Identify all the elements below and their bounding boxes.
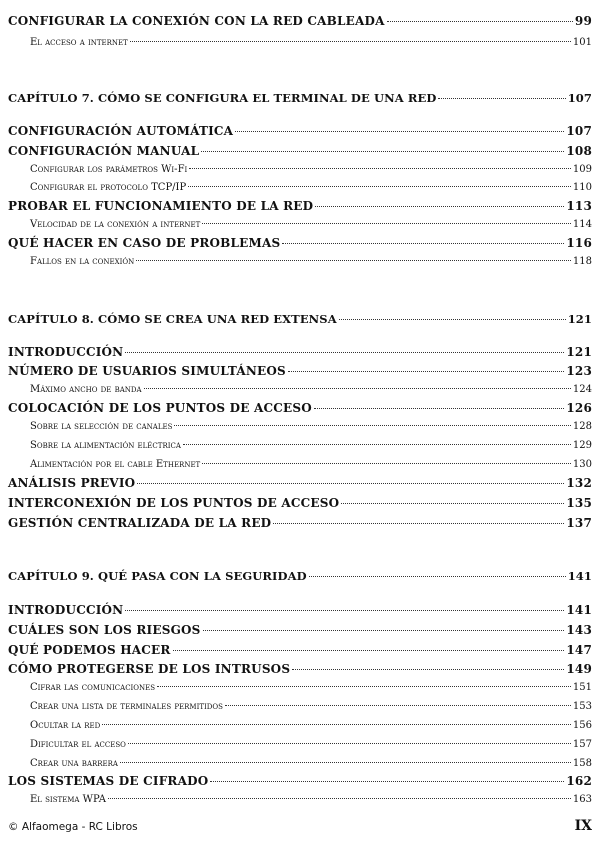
toc-entry-label: El acceso a internet [30,37,128,48]
toc-entry [8,701,592,712]
toc-entry [8,623,592,637]
leader-dots [235,131,564,132]
leader-dots [183,444,571,445]
toc-entry [8,662,592,676]
leader-dots [203,630,565,631]
toc-entry-label: Alimentación por el cable Ethernet [30,459,201,470]
toc-entry-label: CONFIGURAR LA CONEXIÓN CON LA RED CABLEADA [8,14,385,28]
toc-entry-page: 149 [566,662,592,676]
toc-entry-page: 124 [572,384,592,395]
leader-dots [339,319,566,320]
leader-dots [315,206,564,207]
toc-entry [8,219,592,230]
toc-entry [8,739,592,750]
toc-entry-label: Dificultar el acceso [30,739,126,750]
toc-entry-label: CÓMO PROTEGERSE DE LOS INTRUSOS [8,662,291,676]
leader-dots [174,425,571,426]
toc-entry-label: QUÉ PODEMOS HACER [8,643,171,657]
toc-entry-label: INTRODUCCIÓN [8,603,124,617]
toc-entry-page: 128 [572,421,592,432]
toc-entry-label: Cifrar las comunicaciones [30,682,156,693]
leader-dots [309,576,566,577]
toc-entry-label: CAPÍTULO 9. QUÉ PASA CON LA SEGURIDAD [8,569,307,583]
leader-dots [173,650,565,651]
toc-entry [8,199,592,213]
toc-entry [8,496,592,510]
toc-entry-page: 126 [566,401,592,415]
toc-entry-label: LOS SISTEMAS DE CIFRADO [8,774,209,788]
leader-dots [341,503,564,504]
leader-dots [125,352,564,353]
toc-entry [8,37,592,48]
toc-entry-label: Fallos en la conexión [30,256,135,267]
leader-dots [128,743,571,744]
toc-entry-page: 162 [566,774,592,788]
toc-entry-label: PROBAR EL FUNCIONAMIENTO DE LA RED [8,199,314,213]
toc-entry [8,124,592,138]
toc-entry [8,182,592,193]
toc-entry-page: 151 [572,682,592,693]
leader-dots [210,781,564,782]
page-footer [8,818,592,834]
toc-entry [8,401,592,415]
toc-entry-page: 137 [566,516,592,530]
leader-dots [202,223,571,224]
toc-entry-page: 132 [566,476,592,490]
page-number: IX [574,818,592,834]
toc-entry-label: Configurar el protocolo TCP/IP [30,182,187,193]
leader-dots [273,523,564,524]
leader-dots [157,686,571,687]
toc-entry-page: 99 [574,14,592,28]
leader-dots [202,463,571,464]
leader-dots [108,798,571,799]
leader-dots [137,483,564,484]
toc-entry [8,720,592,731]
toc-chapter [8,312,592,326]
toc-entry-page: 141 [567,569,592,583]
leader-dots [120,762,571,763]
toc-entry [8,364,592,378]
toc-chapter [8,91,592,105]
toc-entry-label: COLOCACIÓN DE LOS PUNTOS DE ACCESO [8,401,312,415]
toc-entry-page: 108 [566,144,592,158]
toc-entry-page: 121 [566,345,592,359]
leader-dots [282,243,564,244]
toc-entry [8,794,592,805]
leader-dots [314,408,564,409]
toc-entry [8,459,592,470]
toc-entry-label: CAPÍTULO 8. CÓMO SE CREA UNA RED EXTENSA [8,312,337,326]
toc-entry-page: 130 [572,459,592,470]
toc-entry-label: Sobre la selección de canales [30,421,173,432]
toc-entry-page: 107 [566,124,592,138]
toc-entry-page: 114 [572,219,592,230]
leader-dots [130,41,571,42]
leader-dots [144,388,571,389]
toc-entry-label: El sistema WPA [30,794,106,805]
toc-entry [8,236,592,250]
toc-entry [8,164,592,175]
leader-dots [387,21,573,22]
leader-dots [292,669,564,670]
toc-entry-label: Configurar los parámetros Wi-Fi [30,164,188,175]
toc-entry-page: 135 [566,496,592,510]
toc-entry-page: 153 [572,701,592,712]
leader-dots [102,724,571,725]
toc-entry-label: Máximo ancho de banda [30,384,142,395]
toc-entry [8,476,592,490]
toc-entry-label: CONFIGURACIÓN MANUAL [8,144,200,158]
toc-entry [8,603,592,617]
toc-entry [8,144,592,158]
leader-dots [225,705,571,706]
toc-entry-page: 101 [572,37,592,48]
toc-entry-label: Crear una lista de terminales permitidos [30,701,223,712]
toc-chapter [8,569,592,583]
leader-dots [188,186,571,187]
toc-entry-label: NÚMERO DE USUARIOS SIMULTÁNEOS [8,364,286,378]
toc-entry-page: 143 [566,623,592,637]
toc-entry-page: 110 [572,182,592,193]
toc-entry-label: INTERCONEXIÓN DE LOS PUNTOS DE ACCESO [8,496,340,510]
toc-entry [8,758,592,769]
toc-entry [8,516,592,530]
toc-entry-page: 163 [572,794,592,805]
toc-entry-page: 141 [566,603,592,617]
toc-entry-page: 158 [572,758,592,769]
toc-entry-page: 156 [572,720,592,731]
toc-entry-page: 109 [572,164,592,175]
toc-entry-page: 123 [566,364,592,378]
toc-entry-label: CUÁLES SON LOS RIESGOS [8,623,201,637]
toc-entry-page: 118 [572,256,592,267]
toc-entry [8,774,592,788]
toc-entry [8,682,592,693]
leader-dots [136,260,571,261]
toc-entry-page: 147 [566,643,592,657]
toc-entry-label: ANÁLISIS PREVIO [8,476,136,490]
toc-entry [8,421,592,432]
toc-entry-label: Sobre la alimentación eléctrica [30,440,181,451]
toc-entry-label: GESTIÓN CENTRALIZADA DE LA RED [8,516,272,530]
toc-entry-page: 121 [567,312,592,326]
toc-entry [8,14,592,28]
toc-entry [8,384,592,395]
toc-entry-label: INTRODUCCIÓN [8,345,124,359]
toc-entry [8,256,592,267]
toc-entry [8,643,592,657]
toc-entry-label: CAPÍTULO 7. CÓMO SE CONFIGURA EL TERMINAL DE UNA RED [8,91,437,105]
toc-entry-page: 113 [566,199,592,213]
toc-entry-label: Crear una barrera [30,758,118,769]
leader-dots [288,371,564,372]
leader-dots [125,610,564,611]
leader-dots [189,168,571,169]
toc-entry [8,440,592,451]
toc-entry-label: Ocultar la red [30,720,101,731]
toc-entry-label: CONFIGURACIÓN AUTOMÁTICA [8,124,234,138]
toc-entry [8,345,592,359]
toc-entry-page: 157 [572,739,592,750]
toc-entry-label: QUÉ HACER EN CASO DE PROBLEMAS [8,236,281,250]
leader-dots [438,98,565,99]
publisher-credit: © Alfaomega - RC Libros [8,821,138,833]
toc-entry-page: 129 [572,440,592,451]
toc-entry-label: Velocidad de la conexión a internet [30,219,201,230]
toc-entry-page: 107 [567,91,592,105]
toc-entry-page: 116 [566,236,592,250]
leader-dots [201,151,564,152]
